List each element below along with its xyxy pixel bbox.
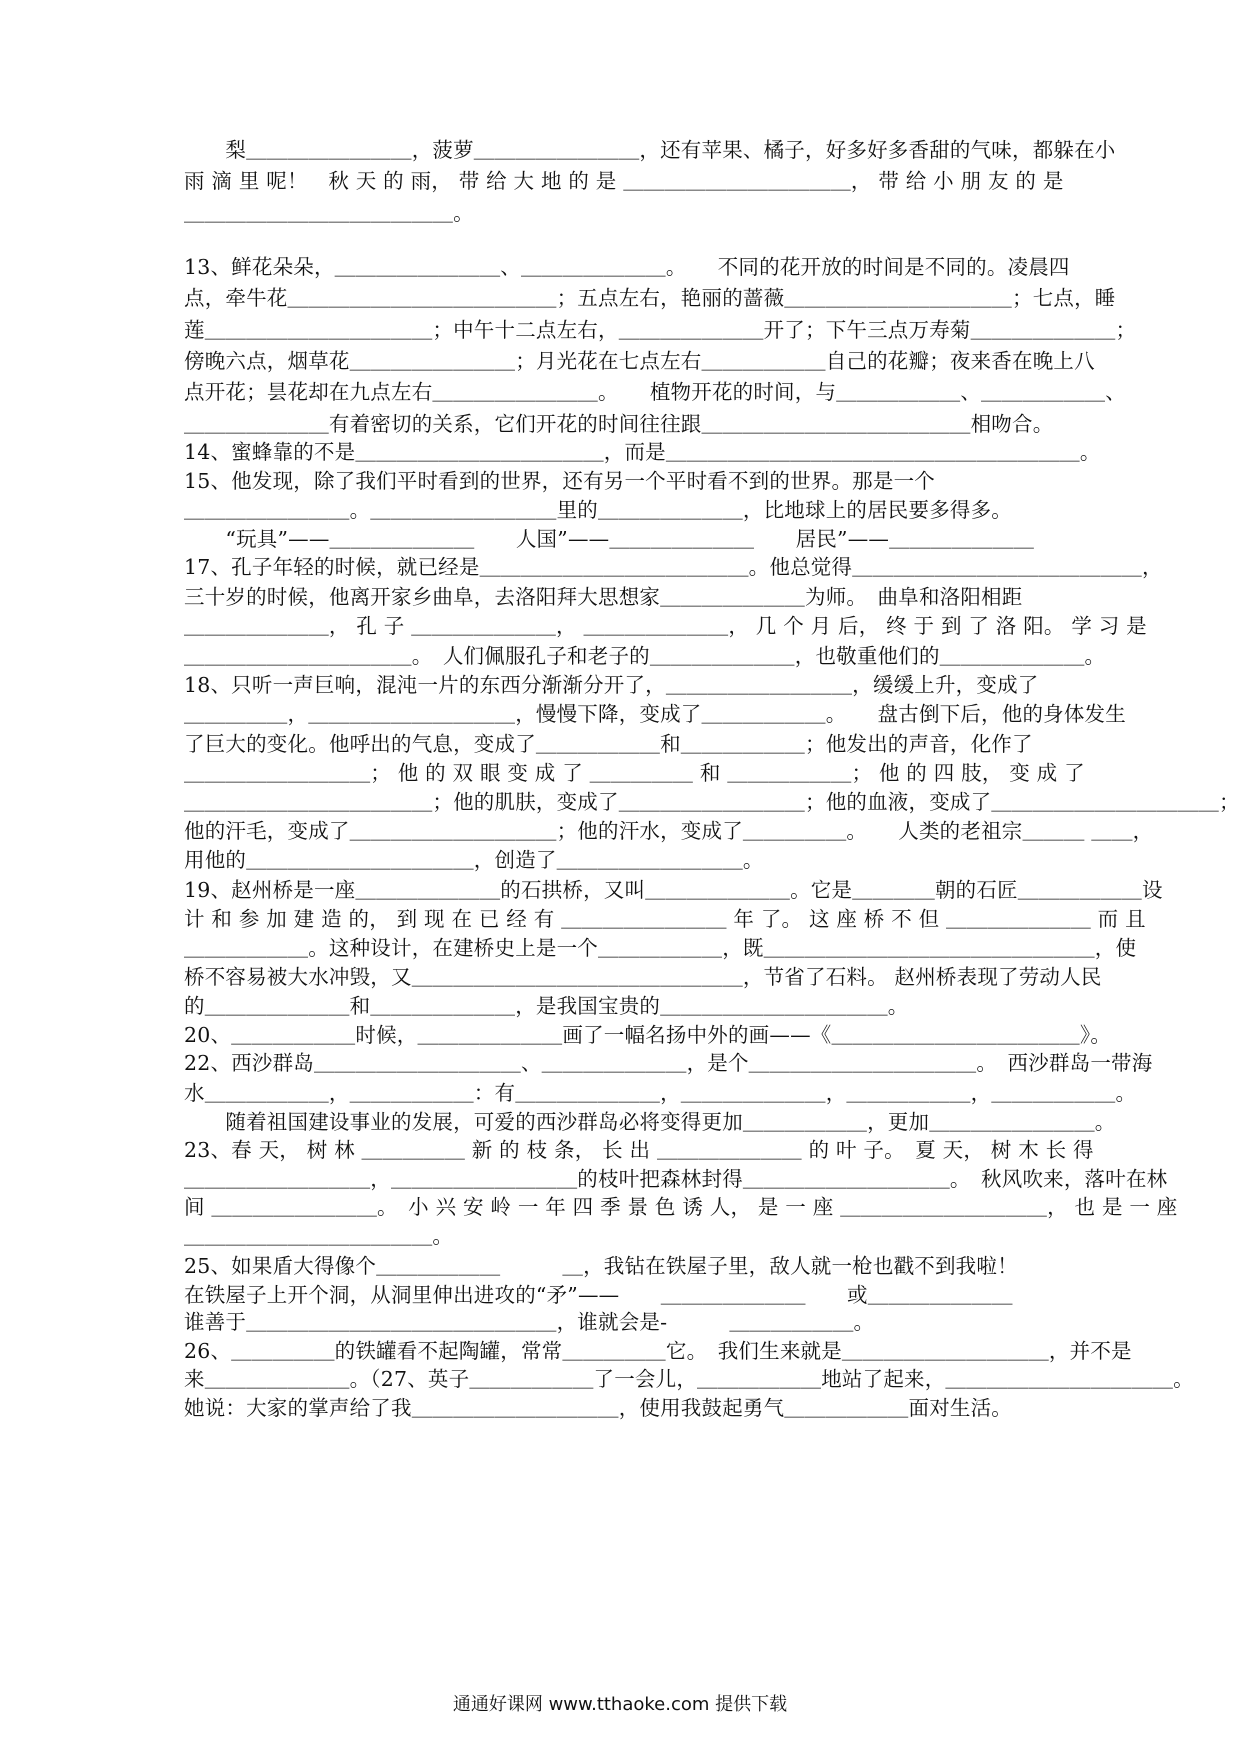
text-line: ＿＿＿＿＿＿＿＿＿＿＿。 人们佩服孔子和老子的＿＿＿＿＿＿＿，也敬重他们的＿＿＿＿＿＿＿。 — [184, 644, 1106, 668]
text-line: 水＿＿＿＿＿＿，＿＿＿＿＿＿：有＿＿＿＿＿＿＿，＿＿＿＿＿＿＿，＿＿＿＿＿＿，＿＿＿＿＿＿。 — [184, 1081, 1137, 1105]
text-line: 雨 滴 里 呢！ 秋 天 的 雨， 带 给 大 地 的 是 ＿＿＿＿＿＿＿＿＿＿＿， 带 给 小 朋 友 的 是 — [184, 169, 1064, 193]
text-line: ＿＿＿＿＿＿＿＿。＿＿＿＿＿＿＿＿＿里的＿＿＿＿＿＿＿，比地球上的居民要多得多。 — [184, 498, 1012, 522]
text-line: 19、赵州桥是一座＿＿＿＿＿＿＿的石拱桥，又叫＿＿＿＿＿＿＿。它是＿＿＿＿朝的石匠＿＿＿＿＿＿设 — [184, 878, 1163, 902]
text-line: 莲＿＿＿＿＿＿＿＿＿＿＿；中午十二点左右，＿＿＿＿＿＿＿开了；下午三点万寿菊＿＿＿＿＿＿＿； — [184, 318, 1137, 342]
text-line: 14、蜜蜂靠的不是＿＿＿＿＿＿＿＿＿＿＿＿，而是＿＿＿＿＿＿＿＿＿＿＿＿＿＿＿＿＿＿＿＿。 — [184, 440, 1101, 464]
text-line: ＿＿＿＿＿＿＿＿＿＿＿＿＿。 — [184, 201, 474, 225]
text-line: ＿＿＿＿＿＿。这种设计，在建桥史上是一个＿＿＿＿＿＿，既＿＿＿＿＿＿＿＿＿＿＿＿＿＿＿＿，使 — [184, 936, 1137, 960]
text-line: ＿＿＿＿＿＿＿＿＿＿＿＿。 — [184, 1224, 454, 1248]
text-line: ＿＿＿＿＿＿＿＿＿＿＿＿；他的肌肤，变成了＿＿＿＿＿＿＿＿＿；他的血液，变成了＿＿＿＿＿＿＿＿＿＿＿； — [184, 790, 1240, 814]
text-line: 谁善于＿＿＿＿＿＿＿＿＿＿＿＿＿＿＿，谁就会是- ＿＿＿＿＿＿。 — [184, 1310, 875, 1334]
text-line: 的＿＿＿＿＿＿＿和＿＿＿＿＿＿＿，是我国宝贵的＿＿＿＿＿＿＿＿＿＿＿。 — [184, 994, 909, 1018]
text-line: 傍晚六点，烟草花＿＿＿＿＿＿＿＿；月光花在七点左右＿＿＿＿＿＿自己的花瓣；夜来香在晚上八 — [184, 349, 1095, 373]
footer-download-note: 通通好课网 www.tthaoke.com 提供下载 — [452, 1694, 788, 1715]
text-line: 23、春 天， 树 林 ＿＿＿＿＿ 新 的 枝 条， 长 出 ＿＿＿＿＿＿＿ 的 叶 子。 夏 天， 树 木 长 得 — [184, 1138, 1094, 1162]
text-line: 梨＿＿＿＿＿＿＿＿，菠萝＿＿＿＿＿＿＿＿，还有苹果、橘子，好多好多香甜的气味，都躲在小 — [184, 138, 1116, 162]
text-line: 点，牵牛花＿＿＿＿＿＿＿＿＿＿＿＿＿；五点左右，艳丽的蔷薇＿＿＿＿＿＿＿＿＿＿＿；七点，睡 — [184, 286, 1116, 310]
text-line: 三十岁的时候，他离开家乡曲阜，去洛阳拜大思想家＿＿＿＿＿＿＿为师。 曲阜和洛阳相距 — [184, 585, 1023, 609]
text-line: ＿＿＿＿＿＿＿， 孔 子 ＿＿＿＿＿＿＿， ＿＿＿＿＿＿＿， 几 个 月 后， 终 于 到 了 洛 阳。 学 习 是 — [184, 614, 1147, 638]
text-line: 15、他发现，除了我们平时看到的世界，还有另一个平时看不到的世界。那是一个 — [184, 469, 935, 493]
text-line: 26、＿＿＿＿＿的铁罐看不起陶罐，常常＿＿＿＿＿它。 我们生来就是＿＿＿＿＿＿＿＿＿＿，并不是 — [184, 1339, 1132, 1363]
text-line: 了巨大的变化。他呼出的气息，变成了＿＿＿＿＿＿和＿＿＿＿＿＿；他发出的声音，化作了 — [184, 732, 1033, 756]
text-line: 13、鲜花朵朵，＿＿＿＿＿＿＿＿、＿＿＿＿＿＿＿。 不同的花开放的时间是不同的。凌晨四 — [184, 255, 1070, 279]
text-line: 17、孔子年轻的时候，就已经是＿＿＿＿＿＿＿＿＿＿＿＿＿。他总觉得＿＿＿＿＿＿＿＿＿＿＿＿＿＿， — [184, 555, 1163, 579]
text-line: 用他的＿＿＿＿＿＿＿＿＿＿＿，创造了＿＿＿＿＿＿＿＿＿。 — [184, 848, 764, 872]
text-line: ＿＿＿＿＿＿＿有着密切的关系，它们开花的时间往往跟＿＿＿＿＿＿＿＿＿＿＿＿＿相吻合。 — [184, 412, 1054, 436]
text-line: 他的汗毛，变成了＿＿＿＿＿＿＿＿＿＿；他的汗水，变成了＿＿＿＿＿。 人类的老祖宗＿＿＿ ＿＿， — [184, 819, 1154, 843]
text-line: 20、＿＿＿＿＿＿时候，＿＿＿＿＿＿＿画了一幅名扬中外的画——《＿＿＿＿＿＿＿＿＿＿＿＿》。 — [184, 1023, 1112, 1047]
text-line: 间 ＿＿＿＿＿＿＿＿。 小 兴 安 岭 一 年 四 季 景 色 诱 人， 是 一 座 ＿＿＿＿＿＿＿＿＿＿， 也 是 一 座 — [184, 1195, 1178, 1219]
text-line: 22、西沙群岛＿＿＿＿＿＿＿＿＿＿、＿＿＿＿＿＿＿，是个＿＿＿＿＿＿＿＿＿＿＿。 西沙群岛一带海 — [184, 1051, 1153, 1075]
text-line: “玩具”——＿＿＿＿＿＿＿ 人国”——＿＿＿＿＿＿＿ 居民”——＿＿＿＿＿＿＿ — [184, 527, 1035, 551]
text-line: ＿＿＿＿＿＿＿＿＿； 他 的 双 眼 变 成 了 ＿＿＿＿＿ 和 ＿＿＿＿＿＿； 他 的 四 肢， 变 成 了 — [184, 761, 1085, 785]
text-line: 在铁屋子上开个洞，从洞里伸出进攻的“矛”—— ＿＿＿＿＿＿＿ 或＿＿＿＿＿＿＿ — [184, 1283, 1013, 1307]
text-line: 25、如果盾大得像个＿＿＿＿＿＿ ＿，我钻在铁屋子里，敌人就一枪也戳不到我啦！ — [184, 1254, 1018, 1278]
text-line: ＿＿＿＿＿，＿＿＿＿＿＿＿＿＿＿，慢慢下降，变成了＿＿＿＿＿＿。 盘古倒下后，他的身体发生 — [184, 702, 1126, 726]
text-line: 随着祖国建设事业的发展，可爱的西沙群岛必将变得更加＿＿＿＿＿＿，更加＿＿＿＿＿＿＿＿。 — [184, 1110, 1116, 1134]
text-line: 点开花；昙花却在九点左右＿＿＿＿＿＿＿＿。 植物开花的时间，与＿＿＿＿＿＿、＿＿＿＿＿＿、 — [184, 380, 1126, 404]
text-line: ＿＿＿＿＿＿＿＿＿，＿＿＿＿＿＿＿＿＿的枝叶把森林封得＿＿＿＿＿＿＿＿＿＿。 秋风吹来，落叶在林 — [184, 1167, 1168, 1191]
text-line: 桥不容易被大水冲毁，又＿＿＿＿＿＿＿＿＿＿＿＿＿＿＿＿，节省了石料。 赵州桥表现了劳动人民 — [184, 965, 1102, 989]
text-line: 计 和 参 加 建 造 的， 到 现 在 已 经 有 ＿＿＿＿＿＿＿＿ 年 了。 这 座 桥 不 但 ＿＿＿＿＿＿＿ 而 且 — [184, 907, 1146, 931]
text-line: 她说：大家的掌声给了我＿＿＿＿＿＿＿＿＿＿，使用我鼓起勇气＿＿＿＿＿＿面对生活。 — [184, 1396, 1012, 1420]
text-line: 18、只听一声巨响，混沌一片的东西分渐渐分开了，＿＿＿＿＿＿＿＿＿，缓缓上升，变成了 — [184, 673, 1039, 697]
text-line: 来＿＿＿＿＿＿＿。（27、英子＿＿＿＿＿＿了一会儿，＿＿＿＿＿＿地站了起来，＿＿＿＿＿＿＿＿＿＿＿。 — [184, 1367, 1194, 1391]
